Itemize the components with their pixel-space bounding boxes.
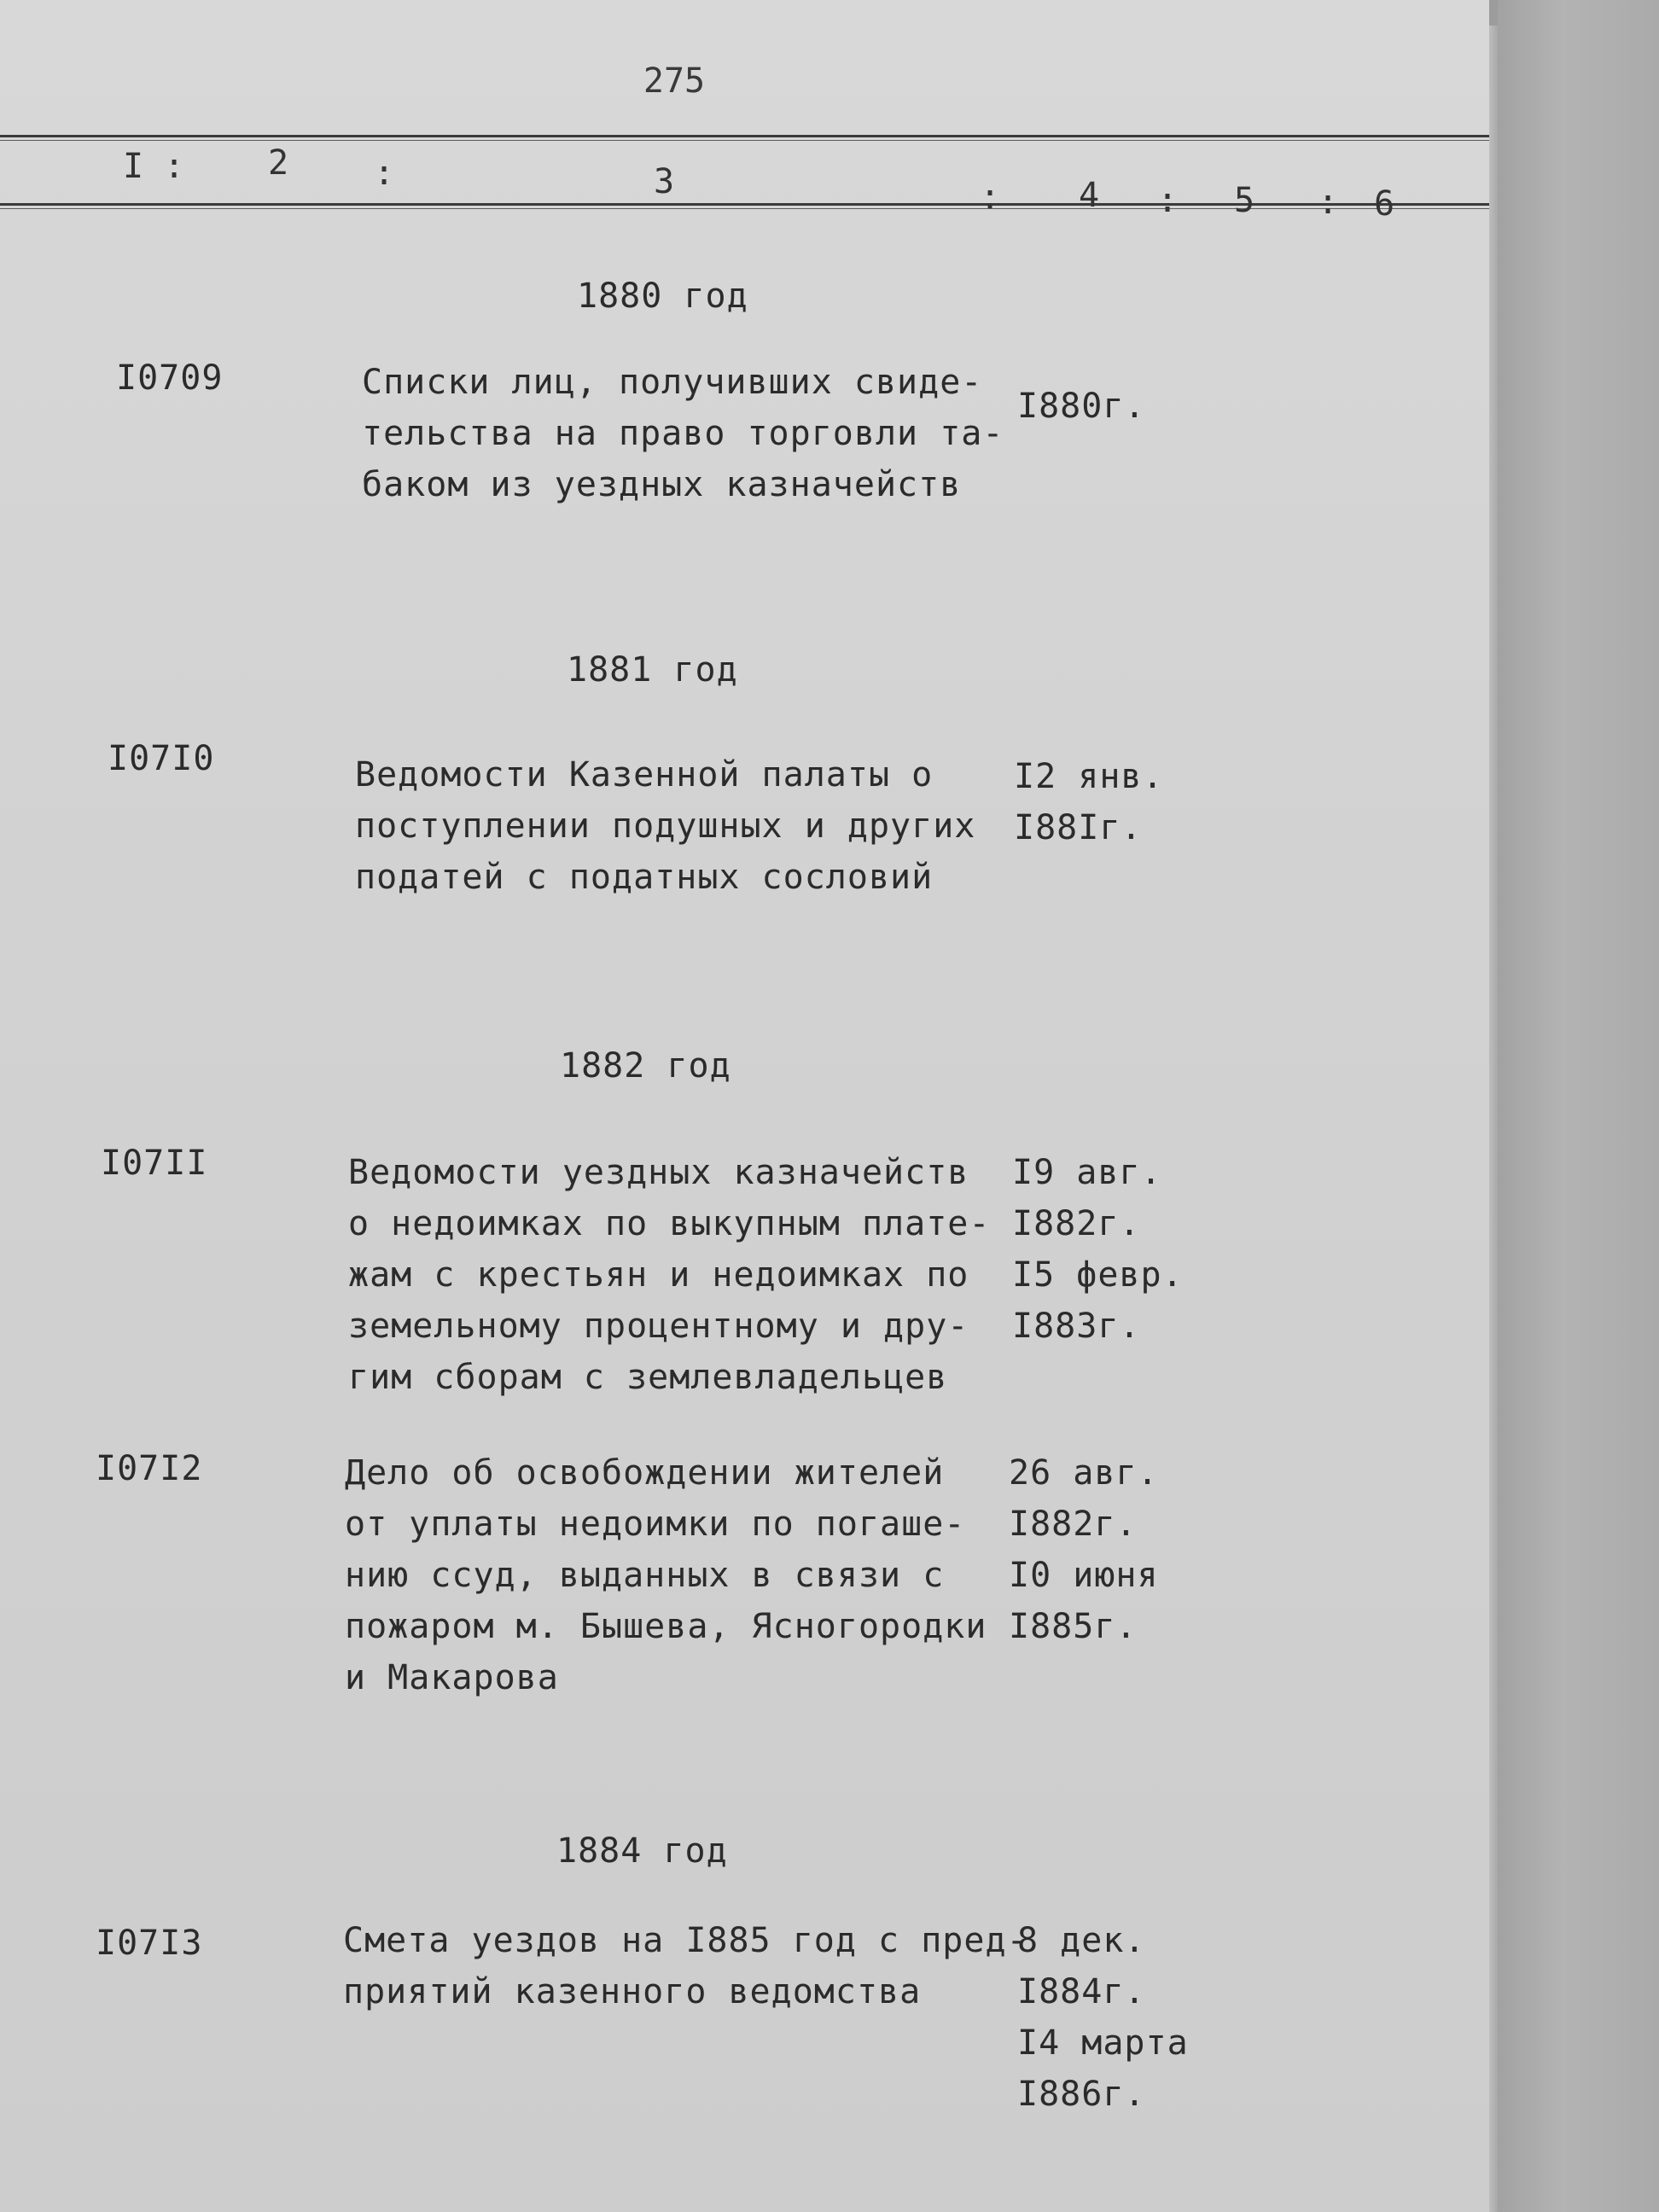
page-number: 275 [643,61,706,101]
date-line: I9 авг. [1012,1153,1162,1192]
date-line: I880г. [1017,387,1146,426]
page-edge [1489,26,1498,2212]
section-year: 1884 год [556,1831,728,1871]
entry-number: I0709 [116,358,224,398]
entry-description [343,1915,1028,2017]
entry-dates [1009,1447,1159,1652]
section-year: 1881 год [567,650,738,690]
date-line: I4 марта [1017,2023,1189,2063]
header-rule-top [0,135,1489,137]
description-line: податей с податных сословий [355,858,934,897]
entry-description [348,1147,990,1403]
column-6-heading: 6 [1373,184,1395,224]
date-line: I885г. [1009,1607,1138,1646]
column-5-heading: 5 [1233,181,1255,220]
description-line: и Макарова [345,1658,559,1697]
column-separator: : [1318,183,1339,222]
column-1-heading: I [122,147,144,186]
column-separator: : [164,147,185,186]
description-line: Ведомости Казенной палаты о [355,755,934,795]
section-year: 1880 год [577,276,748,316]
column-separator: : [374,154,395,193]
date-line: 8 дек. [1017,1921,1146,1960]
entry-number: I07I3 [96,1924,203,1963]
date-line: I88Iг. [1014,808,1143,847]
entry-number: I07I2 [96,1449,203,1488]
entry-dates [1014,751,1164,853]
header-rule-top-thin [0,140,1489,141]
column-separator: : [1157,181,1179,220]
description-line: тельства на право торговли та- [362,414,1004,453]
entry-description [345,1447,987,1703]
date-line: I5 февр. [1012,1255,1184,1295]
column-header [0,135,1489,230]
column-3-heading: 3 [653,162,675,201]
date-line: I0 июня [1009,1556,1159,1595]
entry-dates [1017,1915,1189,2120]
description-line: земельному процентному и дру- [348,1307,969,1346]
description-line: Списки лиц, получивших свиде- [362,363,983,402]
date-line: I884г. [1017,1972,1146,2011]
description-line: Дело об освобождении жителей [345,1453,945,1493]
description-line: поступлении подушных и других [355,806,976,846]
date-line: I886г. [1017,2075,1146,2114]
date-line: I2 янв. [1014,757,1164,796]
column-4-heading: 4 [1078,176,1100,215]
description-line: приятий казенного ведомства [343,1972,922,2011]
description-line: пожаром м. Бышева, Ясногородки [345,1607,987,1646]
description-line: гим сборам с землевладельцев [348,1358,948,1397]
date-line: 26 авг. [1009,1453,1159,1493]
description-line: жам с крестьян и недоимках по [348,1255,969,1295]
description-line: Ведомости уездных казначейств [348,1153,969,1192]
section-year: 1882 год [560,1046,731,1086]
description-line: баком из уездных казначейств [362,465,962,504]
entry-number: I07II [101,1144,208,1183]
entry-number: I07I0 [108,739,215,778]
column-2-heading: 2 [267,143,289,183]
description-line: о недоимках по выкупным плате- [348,1204,991,1243]
date-line: I882г. [1012,1204,1141,1243]
description-line: от уплаты недоимки по погаше- [345,1505,966,1544]
date-line: I882г. [1009,1505,1138,1544]
entry-dates [1012,1147,1184,1352]
column-separator: : [980,178,1001,217]
entry-dates [1017,381,1146,432]
entry-description [362,357,1004,510]
date-line: I883г. [1012,1307,1141,1346]
description-line: нию ссуд, выданных в связи с [345,1556,945,1595]
background-margin [1498,0,1659,2212]
description-line: Смета уездов на I885 год с пред- [343,1921,1028,1960]
entry-description [355,749,975,903]
